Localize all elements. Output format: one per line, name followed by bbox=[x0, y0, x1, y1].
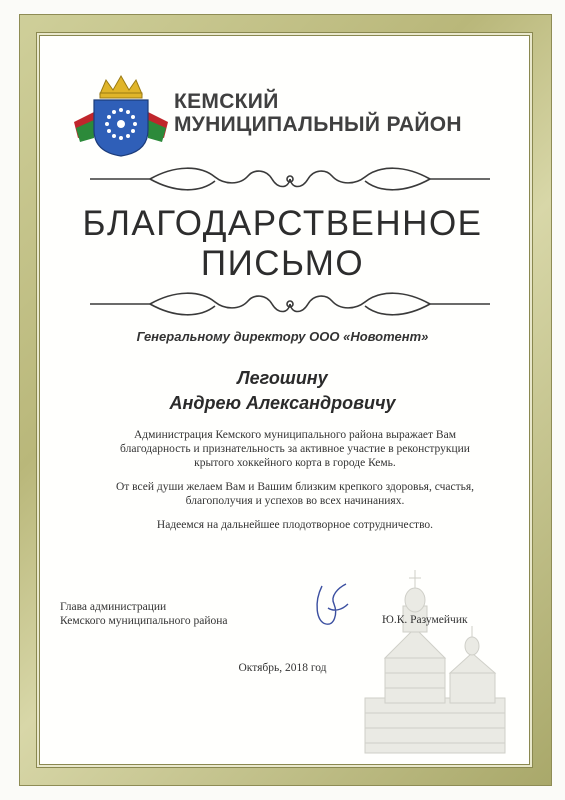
title-line-2: ПИСЬМО bbox=[200, 244, 365, 283]
text-line: От всей души желаем Вам и Вашим близким крепкого здоровья, счастья, bbox=[115, 481, 475, 493]
district-line-1: КЕМСКИЙ bbox=[174, 90, 279, 113]
paragraph-cooperation bbox=[80, 518, 510, 532]
ornament-divider-top bbox=[90, 162, 490, 196]
text-line: благополучия и успехов во всех начинаниях. bbox=[185, 495, 405, 507]
signer-position bbox=[60, 600, 228, 628]
addressee-position: Генеральному директору ООО «Новотент» bbox=[136, 329, 429, 344]
letter-body bbox=[80, 428, 510, 542]
ornament-divider-bottom bbox=[90, 287, 490, 321]
signer-role-line-2: Кемского муниципального района bbox=[60, 615, 228, 627]
district-name bbox=[174, 90, 462, 136]
signer-name: Ю.К. Разумейчик bbox=[382, 614, 468, 626]
coat-of-arms-icon bbox=[72, 72, 170, 158]
text-line: Надеемся на дальнейшее плодотворное сотрудничество. bbox=[156, 519, 434, 531]
text-line: Администрация Кемского муниципального района выражает Вам bbox=[134, 429, 456, 441]
text-line: благодарность и признательность за активное участие в реконструкции bbox=[120, 443, 470, 455]
title-line-1: БЛАГОДАРСТВЕННОЕ bbox=[82, 204, 483, 243]
text-line: крытого хоккейного корта в городе Кемь. bbox=[194, 457, 396, 469]
district-line-2: МУНИЦИПАЛЬНЫЙ РАЙОН bbox=[174, 113, 462, 136]
recipient-given-names: Андрею Александровичу bbox=[169, 393, 396, 413]
church-watermark-icon bbox=[355, 548, 515, 758]
document-date: Октябрь, 2018 год bbox=[238, 662, 327, 674]
handwritten-signature bbox=[308, 578, 356, 630]
recipient-surname: Легошину bbox=[237, 368, 328, 388]
paragraph-gratitude bbox=[80, 428, 510, 470]
document-title bbox=[0, 204, 565, 284]
signer-role-line-1: Глава администрации bbox=[60, 601, 167, 613]
recipient-name bbox=[0, 366, 565, 416]
paragraph-wishes bbox=[80, 480, 510, 508]
